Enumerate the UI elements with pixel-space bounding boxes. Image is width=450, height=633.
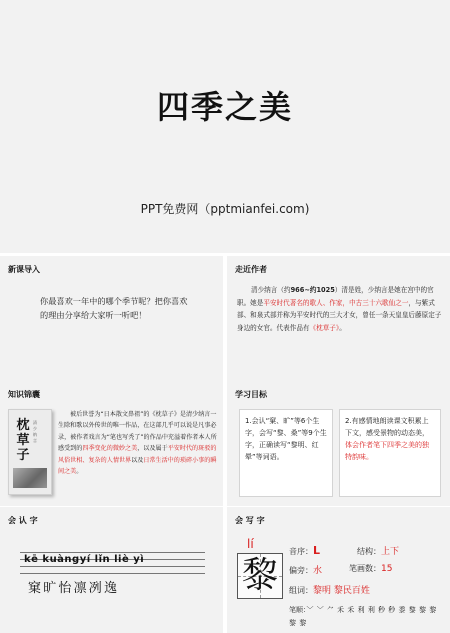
bishun-label: 笔顺： (289, 606, 307, 614)
read-header: 会 认 字 (8, 516, 38, 525)
pianpang-row (289, 563, 322, 576)
knowledge-text-4: 。 (76, 468, 83, 476)
yinxu-label: 音序： (289, 547, 313, 556)
read-chars-slide (0, 507, 223, 633)
bihua-value: 15 (381, 564, 393, 574)
bishun-row (289, 604, 444, 630)
yinxu-row (289, 544, 320, 557)
jiegou-label: 结构： (357, 547, 381, 556)
write-header: 会 写 字 (235, 516, 265, 525)
author-text-3: ，与紫式部、和泉式部并称为平安时代的三大才女，曾任一条天皇皇后藤原定子身边的女官。代表作品有 (237, 298, 442, 332)
bishun-value: ﹀ ﹀ ⺈ 禾 禾 利 利 秒 秒 黍 黎 黎 黎 黎 黎 (289, 606, 437, 627)
book-ink-art (13, 468, 47, 488)
slide-title: 四季之美 (156, 88, 293, 126)
read-characters: 窠旷怡凛冽逸 (28, 581, 120, 596)
zuci-label: 组词： (289, 586, 313, 595)
zuci-value: 黎明 黎民百姓 (313, 586, 370, 596)
pinyin-text: kē kuàngyí lǐn liè yì (24, 554, 145, 565)
pinyin-line-3 (20, 566, 205, 567)
title-slide (0, 0, 450, 253)
pianpang-value: 水 (313, 566, 323, 576)
intro-slide (0, 256, 223, 381)
knowledge-highlight-1: 四季变化的微妙之美 (82, 445, 138, 453)
goal-2-highlight: 体会作者笔下四季之美的独特韵味。 (345, 441, 429, 461)
goals-header: 学习目标 (235, 390, 267, 399)
char-pinyin: lí (247, 537, 254, 551)
goal-2-text: 2.有感情地朗读课文积累上下文，感受景物的动态美， (345, 417, 429, 437)
pinyin-line-top (20, 552, 205, 553)
knowledge-text (58, 409, 218, 477)
author-highlight-2: 《枕草子》 (309, 323, 340, 332)
book-author: 清少纳言 (33, 420, 37, 443)
slide-subtitle: PPT免费网（pptmianfei.com) (140, 202, 310, 216)
knowledge-text-3: 以及 (131, 456, 144, 464)
write-character: 黎 (241, 555, 278, 596)
pianpang-label: 偏旁： (289, 566, 313, 575)
knowledge-header: 知识锦囊 (8, 390, 40, 399)
intro-header: 新课导入 (8, 265, 40, 274)
author-header: 走近作者 (235, 265, 267, 274)
knowledge-slide (0, 381, 223, 506)
jiegou-row (357, 544, 399, 557)
goal-1-text: 1.会认“窠、旷”等6个生字，会写“黎、桑”等9个生字，正确读写“黎明、红晕”等词语。 (245, 417, 327, 461)
knowledge-text-1: 被后世誉为“日本散文鼻祖”的《枕草子》是清少纳言一生除和歌以外传世的唯一作品，在这部几乎可以说是凡事必录，被作者戏言为“笔也写秃了”的作品中充溢着作者本人所感受到的 (58, 411, 217, 453)
author-text-4: 。 (339, 323, 346, 332)
author-text (237, 284, 442, 334)
book-title: 枕草子 (16, 418, 30, 463)
zuci-row (289, 583, 370, 596)
intro-question: 你最喜欢一年中的哪个季节呢？把你喜欢的理由分享给大家听一听吧！ (40, 296, 188, 320)
goals-slide (227, 381, 450, 506)
bihua-row (349, 563, 392, 574)
author-slide (227, 256, 450, 381)
book-cover-image (8, 409, 52, 495)
goal-box-1 (239, 409, 333, 497)
tian-grid (237, 553, 283, 599)
author-years: 966~约1025 (290, 286, 335, 294)
knowledge-highlight-3: 日常生活中的琐碎小事的瞬间之美 (58, 456, 217, 476)
goal-box-2 (339, 409, 441, 497)
jiegou-value: 上下 (381, 547, 400, 557)
knowledge-highlight-2: 平安时代的斑驳的风俗世相、复杂的人情世界 (58, 445, 217, 464)
yinxu-value: L (313, 544, 321, 557)
knowledge-text-2: ，以及属于 (137, 445, 168, 453)
author-text-2: ）清是姓，少纳言是她在宫中的官职。她是 (237, 286, 434, 307)
author-highlight-1: 平安时代著名的歌人、作家，中古三十六歌仙之一 (263, 298, 409, 307)
write-chars-slide (227, 507, 450, 633)
author-text-1: 清少纳言（约 (251, 286, 291, 294)
bihua-label: 笔画数： (349, 564, 381, 573)
pinyin-line-bottom (20, 573, 205, 574)
